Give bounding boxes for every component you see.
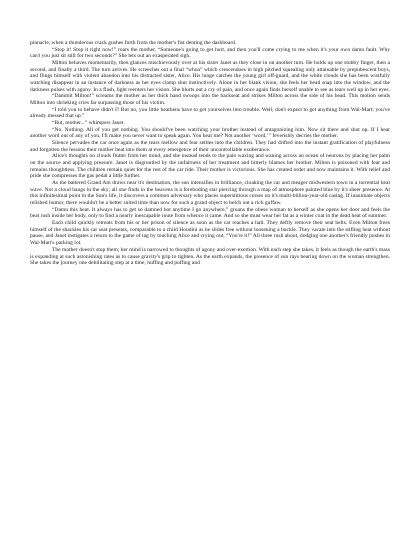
paragraph: Milton behaves momentarily, then glances mischievously over at his sister Janet as they close in on another turn. He holds up one stubby finger, then a second, and finally a third. The turn arrives. He screeches out a final “whoa” which crescendoes in high pitched squealing only attainable by prepubescent boys, and flings himself with violent abandon into his distracted sister, Alice. His lunge catches the young girl off-guard, and the white clouds she has been wistfully watching disappear in an instance of darkness as her eyes clamp shut instinctively. Alone in her blank vision, she feels her head snap into the window, and the darkness pulses with agony. In a flash, light reenters her vision. She blurts out a cry of pain, and once again finds herself unable to see as tears well up in her eyes. xyxy=(30,60,390,93)
paragraph: “Damn this heat. It always has to get so damned hot anytime I go anywhere,” groans the obese woman to herself as she opens her door and feels the beat rush inside her body, only to find a nearly inescapable route from whence it came. And so she must wear her fat as a winter coat in the dead heat of summer. xyxy=(30,206,390,220)
paragraph: “I told you to behave didn't I? But no, you little heathens have to get yourselves into trouble. Well, don't expect to get anything from Wal-Mart; you've already messed that up.” xyxy=(30,106,390,120)
paragraph: Alice's thoughts on clouds flutter from her mind, and she instead tends to the pain waxing and waning across an ocean of neurons by placing her palm on the source and applying pressure. Janet is disgruntled by the unfairness of her treatment and bitterly blames her brother. Milton is poisoned with fear and remains thoughtless. The children remain quiet for the rest of the car ride. Their mother is victorious. She has created order and now maintains it. With relief and pride she compresses the gas pedal a little further. xyxy=(30,153,390,180)
paragraph: “Stop it! Stop it right now!” roars the mother. “Someone's going to get hurt, and then you'll come crying to me when it's your own damn fault. Why can't you just sit still for two seconds?” She lets out an exasperated sigh. xyxy=(30,46,390,60)
paragraph: pinnacle, when a thunderous crack gushes forth from the mother's fist denting the dashboard. xyxy=(30,40,237,46)
paragraph: “No. Nothing. All of you get nothing. You should've been watching your brother instead of antagonizing him. Now sit there and shut up. If I hear another word out of any of you, I'll make you never want to speak again. You hear me? Not another ‘word,’” feverishly decries the mother. xyxy=(30,126,390,140)
paragraph: Silence pervades the car once again as the tears mellow and fear settles into the children. They had drifted into the instant gratification of playfulness and forgotten the lessons their mother beat into them at every emergence of their uncontrollable exuberance. xyxy=(30,140,390,153)
paragraph: As the battered Grand Am draws near it's destination, the sun intensifies in brilliance, cloaking the car and meager midwestern town in a torrential heat wave. Not a cloud hangs in the sky; all one finds in the heavens is a foreboding star piercing through a map of atmosphere painted blue by it's sheer presence. At this infinitesimal point in the Sun's life, it discovers a common adversary who places superstitious curses on it's multi-billion-year-old casing. If inanimate objects relished humor, there wouldn't be a better suited time than now for such a grand object to belch out a rich guffaw. xyxy=(30,180,390,207)
paragraph: “But, mother...” whimpers Janet. xyxy=(52,120,125,127)
paragraph: The mother doesn't stop them; her mind is narrowed to thoughts of agony and over-exertion. With each step she takes, it feels as though the earth's mass is expanding at such astonishing rates as to cause gravity's grip to tighten. As the earth expands, the presence of sun rays bearing down on the woman strengthen. She takes the journey one debilitating step at a time, huffing and puffing and xyxy=(30,246,390,267)
document-page xyxy=(30,40,390,510)
paragraph: Each child quickly retreats from his or her prison of silence as soon as the car reaches a halt. They deftly remove their seat belts. Even Milton frees himself of the shackles his car seat presents, comparable to a child Houdini as he slides free without loosening a buckle. They vacate into the stifling heat without pause, and Janet instigates a return to the game of tag by touching Alice and crying out, “You're it!” All three rush about, dodging one another's friendly pushes in Wal-Mart's parking lot. xyxy=(30,220,390,247)
paragraph: “Dammit Milton!” screams the mother as her thick hand swoops into the backseat and strikes Milton across the side of his head. This motion sends Milton into shrieking cries far surpassing those of his victim. xyxy=(30,93,390,107)
